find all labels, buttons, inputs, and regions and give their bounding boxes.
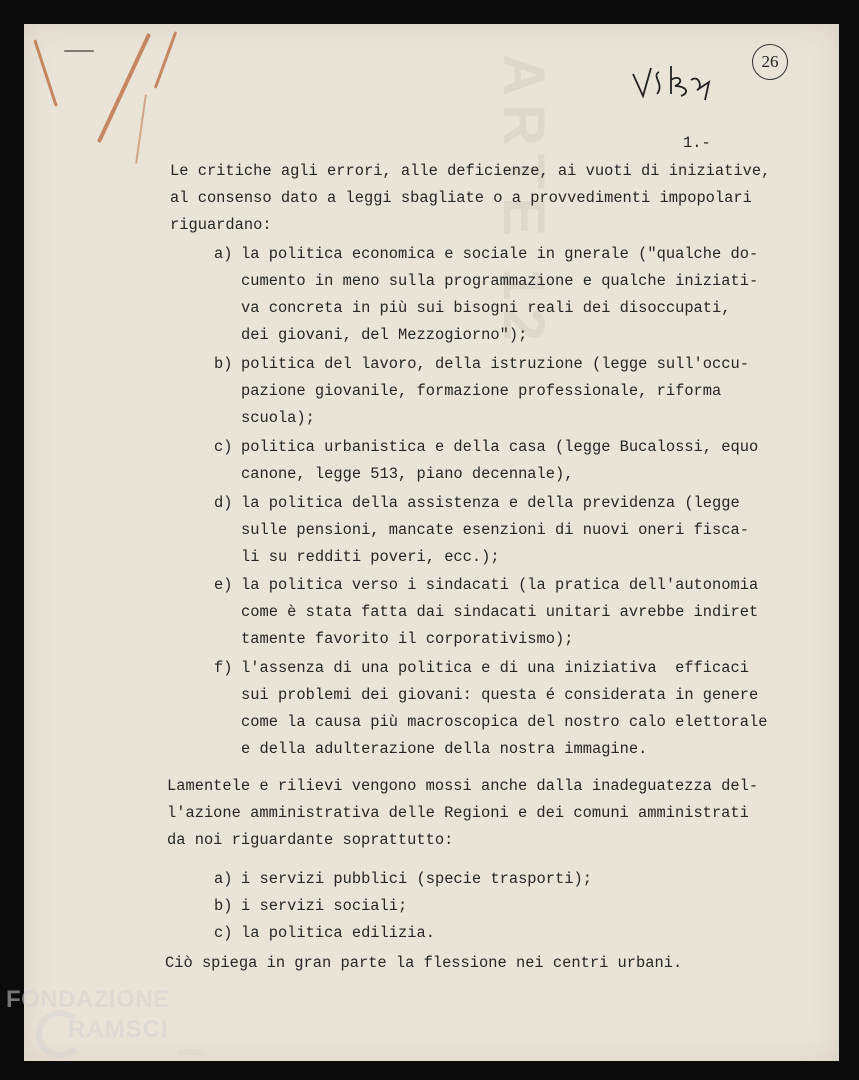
circled-page-number bbox=[752, 44, 788, 80]
intro-line-2: al consenso dato a leggi sbagliate o a provvedimenti impopolari bbox=[170, 189, 752, 207]
list1-b-line-1: politica del lavoro, della istruzione (legge sull'occu- bbox=[241, 355, 749, 373]
list2-marker-c: c) bbox=[214, 924, 233, 942]
list1-a-line-3: va concreta in più sui bisogni reali dei disoccupati, bbox=[241, 299, 731, 317]
para2-line-2: l'azione amministrativa delle Regioni e dei comuni amministrati bbox=[167, 804, 749, 822]
list1-f-line-1: l'assenza di una politica e di una iniziativa efficaci bbox=[241, 659, 749, 677]
list1-b-line-2: pazione giovanile, formazione professionale, riforma bbox=[241, 382, 722, 400]
list1-f-line-2: sui problemi dei giovani: questa é considerata in genere bbox=[241, 686, 759, 704]
list1-marker-a: a) bbox=[214, 245, 233, 263]
list2-c-text: la politica edilizia. bbox=[241, 924, 435, 942]
list1-d-line-3: li su redditi poveri, ecc.); bbox=[241, 548, 500, 566]
list1-marker-b: b) bbox=[214, 355, 233, 373]
list1-marker-f: f) bbox=[214, 659, 233, 677]
list1-a-line-2: cumento in meno sulla programmazione e qualche iniziati- bbox=[241, 272, 759, 290]
fondazione-gramsci-watermark bbox=[6, 986, 226, 1066]
list1-f-line-4: e della adulterazione della nostra immagine. bbox=[241, 740, 648, 758]
list1-d-line-1: la politica della assistenza e della previdenza (legge bbox=[241, 494, 740, 512]
list1-f-line-3: come la causa più macroscopica del nostro calo elettorale bbox=[241, 713, 768, 731]
list1-c-line-2: canone, legge 513, piano decennale), bbox=[241, 465, 574, 483]
intro-line-1: Le critiche agli errori, alle deficienze, ai vuoti di iniziative, bbox=[170, 162, 771, 180]
list1-marker-d: d) bbox=[214, 494, 233, 512]
para2-line-1: Lamentele e rilievi vengono mossi anche dalla inadeguatezza del- bbox=[167, 777, 759, 795]
intro-line-3: riguardano: bbox=[170, 216, 272, 234]
watermark-line-2: RAMSCI bbox=[68, 1016, 169, 1043]
signature-mark bbox=[629, 60, 719, 102]
circled-number-text: 26 bbox=[761, 52, 779, 71]
watermark-line-1: FONDAZIONE bbox=[6, 986, 170, 1013]
list1-a-line-4: dei giovani, del Mezzogiorno"); bbox=[241, 326, 528, 344]
list1-e-line-1: la politica verso i sindacati (la pratica dell'autonomia bbox=[241, 576, 759, 594]
list1-b-line-3: scuola); bbox=[241, 409, 315, 427]
list1-c-line-1: politica urbanistica e della casa (legge Bucalossi, equo bbox=[241, 438, 759, 456]
document-page bbox=[24, 24, 839, 1061]
list2-a-text: i servizi pubblici (specie trasporti); bbox=[241, 870, 592, 888]
list1-e-line-2: come è stata fatta dai sindacati unitari avrebbe indiret bbox=[241, 603, 759, 621]
list1-marker-e: e) bbox=[214, 576, 233, 594]
list1-a-line-1: la politica economica e sociale in gnerale ("qualche do- bbox=[241, 245, 759, 263]
page-number: 1.- bbox=[683, 134, 711, 152]
list1-e-line-3: tamente favorito il corporativismo); bbox=[241, 630, 574, 648]
list1-d-line-2: sulle pensioni, mancate esenzioni di nuovi oneri fisca- bbox=[241, 521, 749, 539]
list2-b-text: i servizi sociali; bbox=[241, 897, 408, 915]
list2-marker-b: b) bbox=[214, 897, 233, 915]
para2-line-3: da noi riguardante soprattutto: bbox=[167, 831, 454, 849]
list2-marker-a: a) bbox=[214, 870, 233, 888]
bleed-through-text: ARTE 12 bbox=[491, 54, 556, 349]
closing-sentence: Ciò spiega in gran parte la flessione nei centri urbani. bbox=[165, 954, 683, 972]
list1-marker-c: c) bbox=[214, 438, 233, 456]
watermark-suffix: onlus bbox=[178, 1046, 205, 1058]
